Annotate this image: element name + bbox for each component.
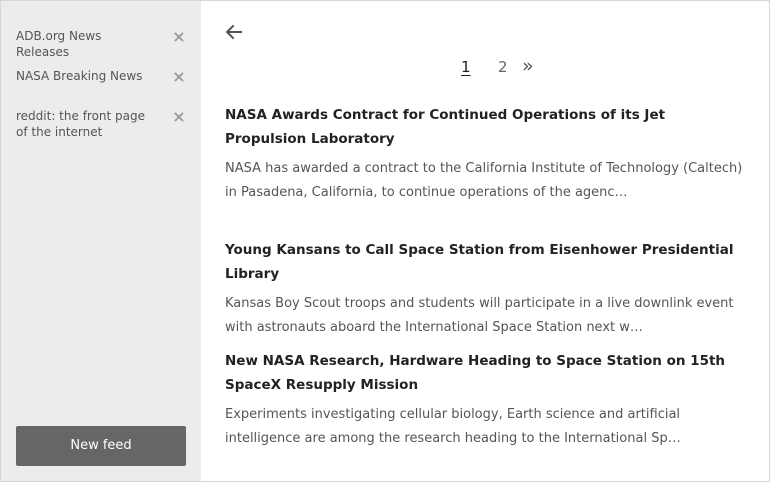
close-icon[interactable]: × [172, 27, 186, 46]
feed-sidebar [1, 1, 201, 481]
article-title[interactable]: NASA Awards Contract for Continued Operations of its Jet Propulsion Laboratory [225, 107, 666, 147]
feed-item-label[interactable]: NASA Breaking News [16, 69, 143, 83]
article-title[interactable]: New NASA Research, Hardware Heading to Space Station on 15th SpaceX Resupply Mission [225, 353, 726, 393]
list-item [225, 349, 750, 451]
list-item [225, 238, 750, 340]
arrow-left-icon[interactable] [223, 21, 245, 43]
close-icon[interactable]: × [172, 67, 186, 86]
article-description: Experiments investigating cellular biology, Earth science and artificial intelligence are among the research heading to the International Sp… [225, 407, 681, 446]
article-description: NASA has awarded a contract to the California Institute of Technology (Caltech) in Pasadena, California, to continue operations of the agenc… [225, 161, 743, 200]
feed-item-label[interactable]: reddit: the front page of the internet [16, 109, 146, 139]
list-item [225, 103, 750, 205]
close-icon[interactable]: × [172, 107, 186, 126]
article-description: Kansas Boy Scout troops and students will participate in a live downlink event with astronauts aboard the International Space Station next w… [225, 296, 734, 335]
article-title[interactable]: Young Kansans to Call Space Station from Eisenhower Presidential Library [225, 242, 734, 282]
feed-item-label[interactable]: ADB.org News Releases [16, 29, 102, 59]
page-link-1[interactable]: 1 [461, 58, 471, 76]
article-list-panel [201, 1, 769, 481]
page-link-2[interactable]: 2 [498, 58, 508, 76]
new-feed-button[interactable]: New feed [16, 426, 186, 466]
next-page-icon[interactable]: » [522, 55, 534, 77]
